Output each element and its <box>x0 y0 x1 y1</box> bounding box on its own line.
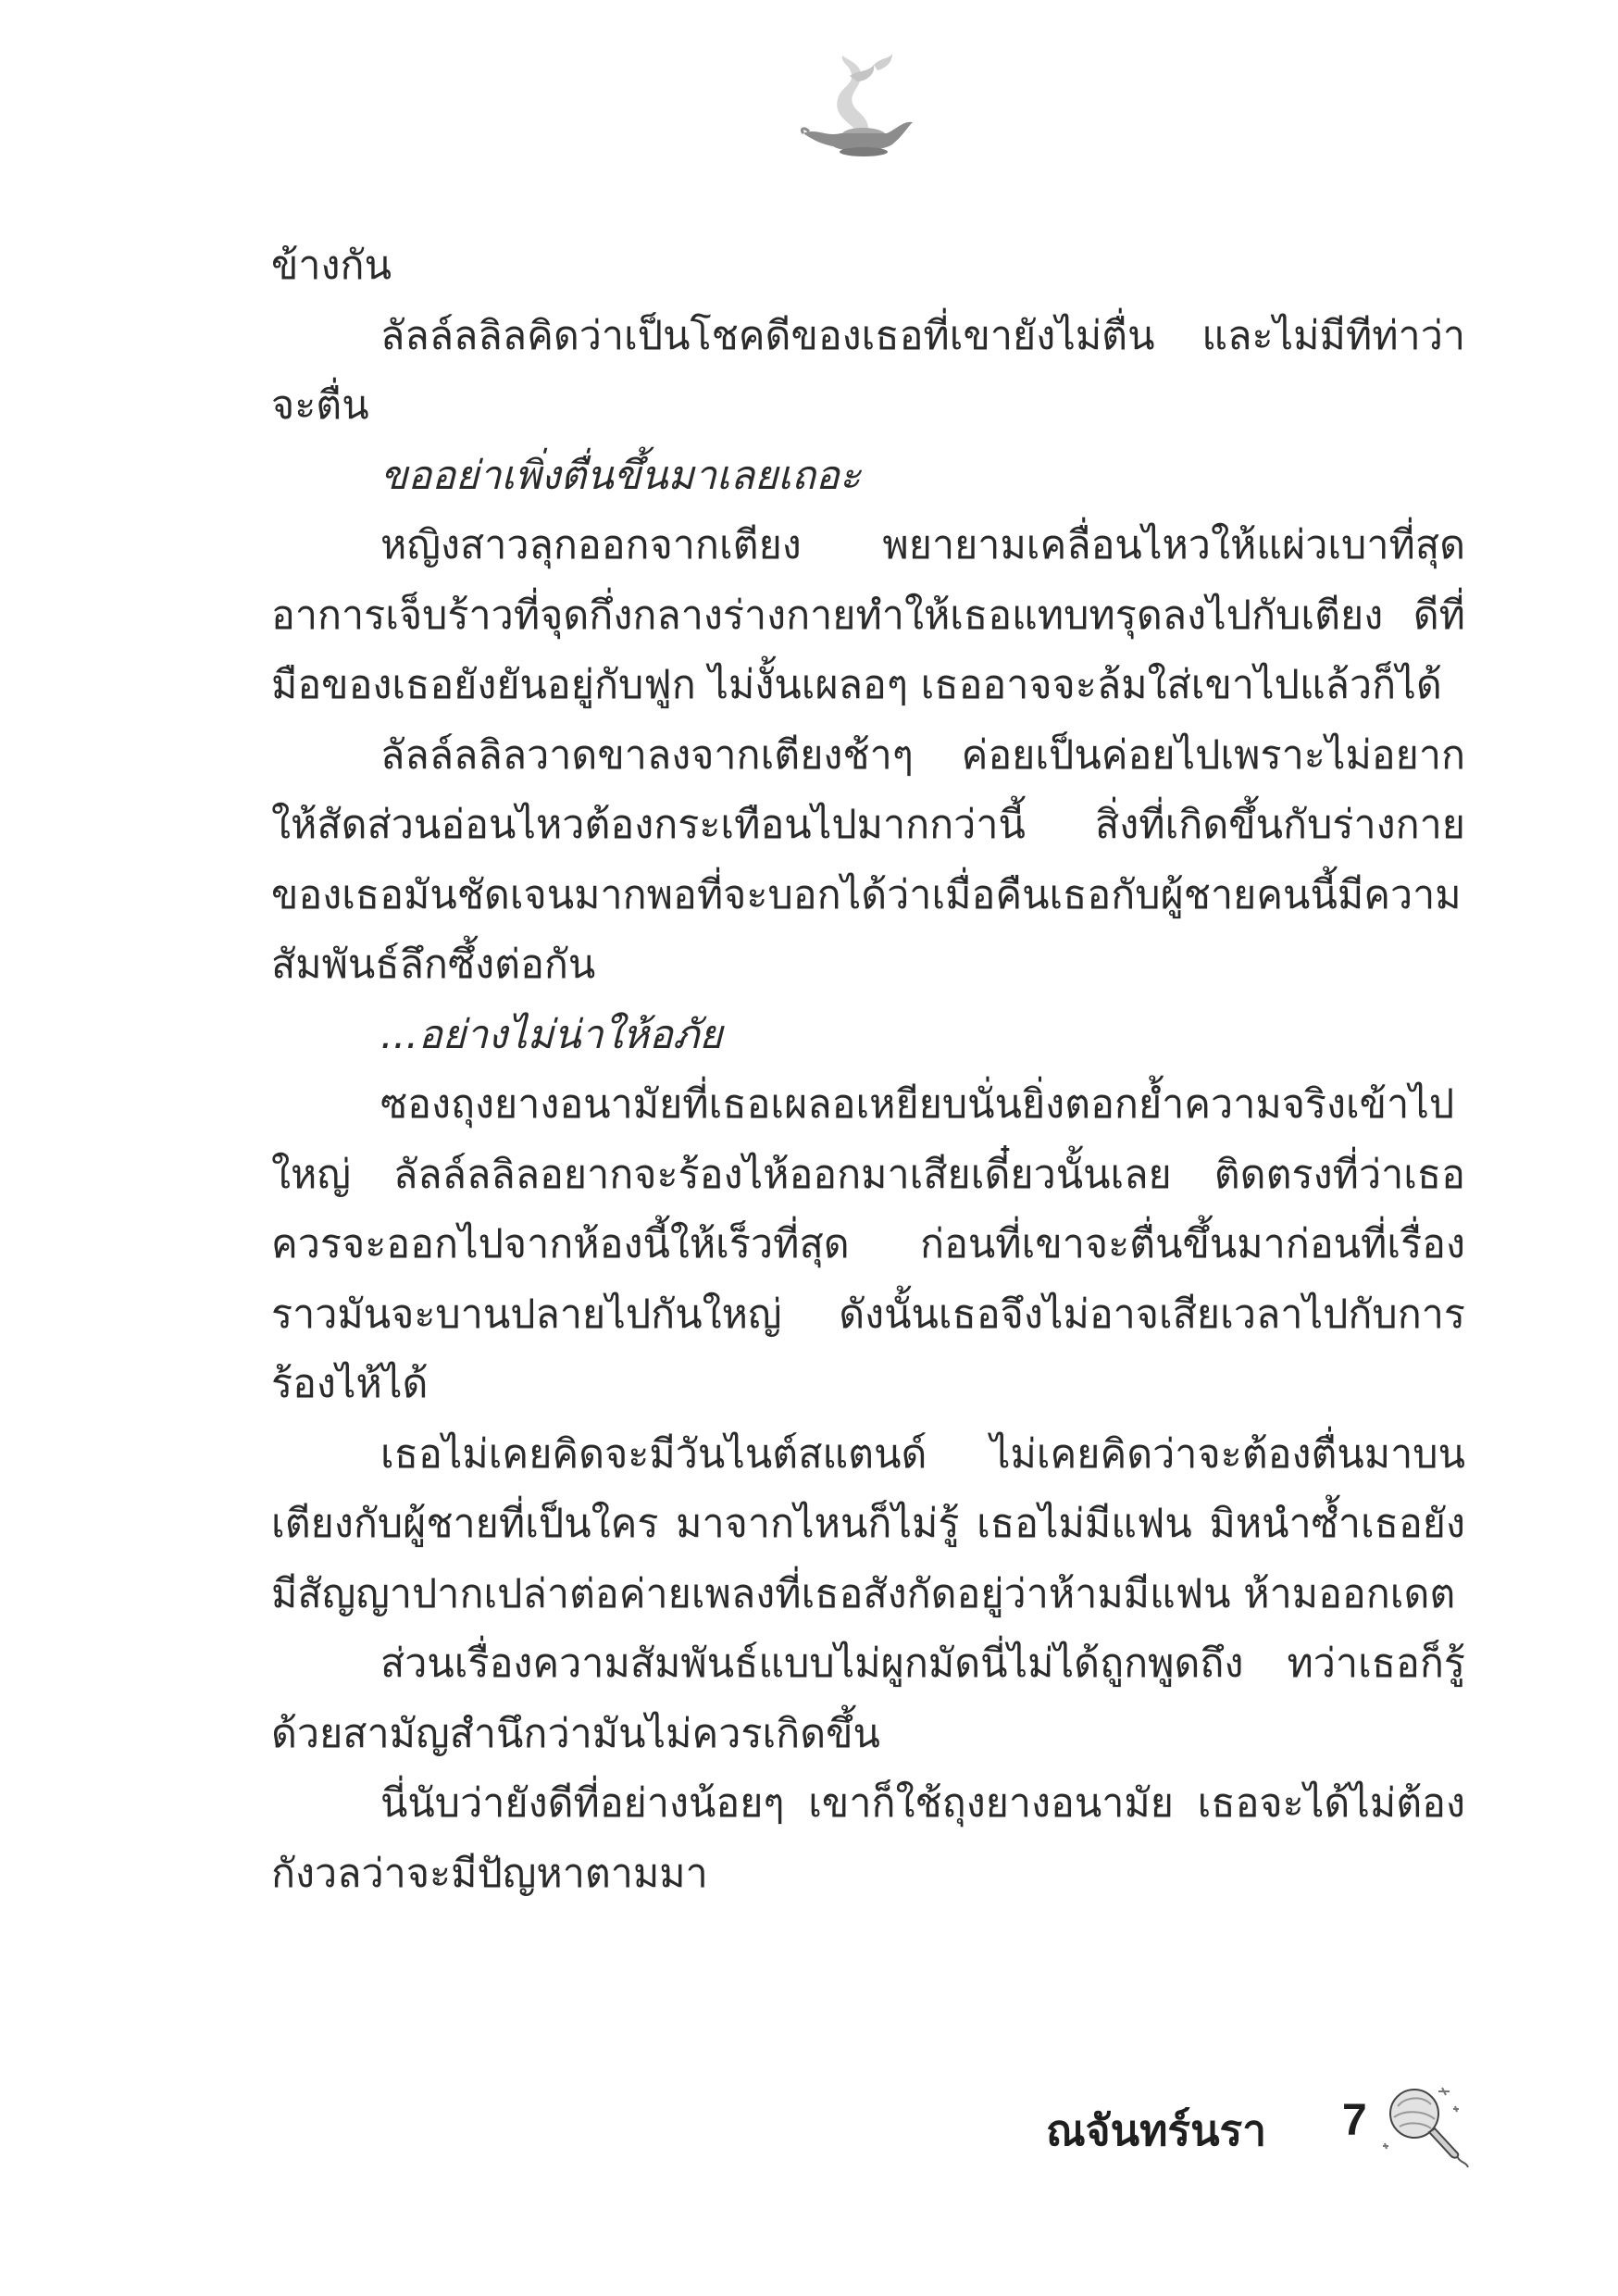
paragraph: ข้างกัน <box>271 243 392 289</box>
microphone-icon <box>1377 2078 1470 2171</box>
paragraph: ลัลล์ลลิลคิดว่าเป็นโชคดีของเธอที่เขายังไม่ตื่น และไม่มีทีท่าว่าจะตื่น <box>271 312 1465 429</box>
paragraph: หญิงสาวลุกออกจากเตียง พยายามเคลื่อนไหวให้แผ่วเบาที่สุด อาการเจ็บร้าวที่จุดกึ่งกลางร่างกายทำให้เธอแทบทรุดลงไปกับเตียง ดีที่มือของเธอยังยันอยู่กับฟูก ไม่งั้นเผลอๆ เธออาจจะล้มใส่เขาไปแล้วก็ได้ <box>271 522 1465 708</box>
paragraph-italic: ...อย่างไม่น่าให้อภัย <box>380 1011 723 1058</box>
page-footer <box>1009 2078 1527 2171</box>
chapter-text <box>271 231 1465 1909</box>
paragraph: ลัลล์ลลิลวาดขาลงจากเตียงช้าๆ ค่อยเป็นค่อยไปเพราะไม่อยากให้สัดส่วนอ่อนไหวต้องกระเทือนไปมากกว่านี้ สิ่งที่เกิดขึ้นกับร่างกายของเธอมันชัดเจนมากพอที่จะบอกได้ว่าเมื่อคืนเธอกับผู้ชายคนนี้มีความสัมพันธ์ลึกซึ้งต่อกัน <box>271 731 1465 988</box>
paragraph: ซองถุงยางอนามัยที่เธอเผลอเหยียบนั่นยิ่งตอกย้ำความจริงเข้าไปใหญ่ ลัลล์ลลิลอยากจะร้องไห้ออกมาเสียเดี๋ยวนั้นเลย ติดตรงที่ว่าเธอควรจะออกไปจากห้องนี้ให้เร็วที่สุด ก่อนที่เขาจะตื่นขึ้นมาก่อนที่เรื่องราวมันจะบานปลายไปกันใหญ่ ดังนั้นเธอจึงไม่อาจเสียเวลาไปกับการร้องไห้ได้ <box>271 1081 1465 1407</box>
page-number: 7 <box>1342 2096 1367 2145</box>
paragraph-italic: ขออย่าเพิ่งตื่นขึ้นมาเลยเถอะ <box>380 452 861 499</box>
paragraph: ส่วนเรื่องความสัมพันธ์แบบไม่ผูกมัดนี่ไม่ได้ถูกพูดถึง ทว่าเธอก็รู้ด้วยสามัญสำนึกว่ามันไม่ควรเกิดขึ้น <box>271 1641 1465 1757</box>
paragraph: นี่นับว่ายังดีที่อย่างน้อยๆ เขาก็ใช้ถุงยางอนามัย เธอจะได้ไม่ต้องกังวลว่าจะมีปัญหาตามมา <box>271 1780 1465 1897</box>
author-name: ณจันทร์นรา <box>1046 2105 1267 2155</box>
paragraph: เธอไม่เคยคิดจะมีวันไนต์สแตนด์ ไม่เคยคิดว่าจะต้องตื่นมาบนเตียงกับผู้ชายที่เป็นใคร มาจากไหนก็ไม่รู้ เธอไม่มีแฟน มิหนำซ้ำเธอยังมีสัญญาปากเปล่าต่อค่ายเพลงที่เธอสังกัดอยู่ว่าห้ามมีแฟน ห้ามออกเดต <box>271 1430 1465 1617</box>
genie-lamp-icon <box>796 48 916 159</box>
